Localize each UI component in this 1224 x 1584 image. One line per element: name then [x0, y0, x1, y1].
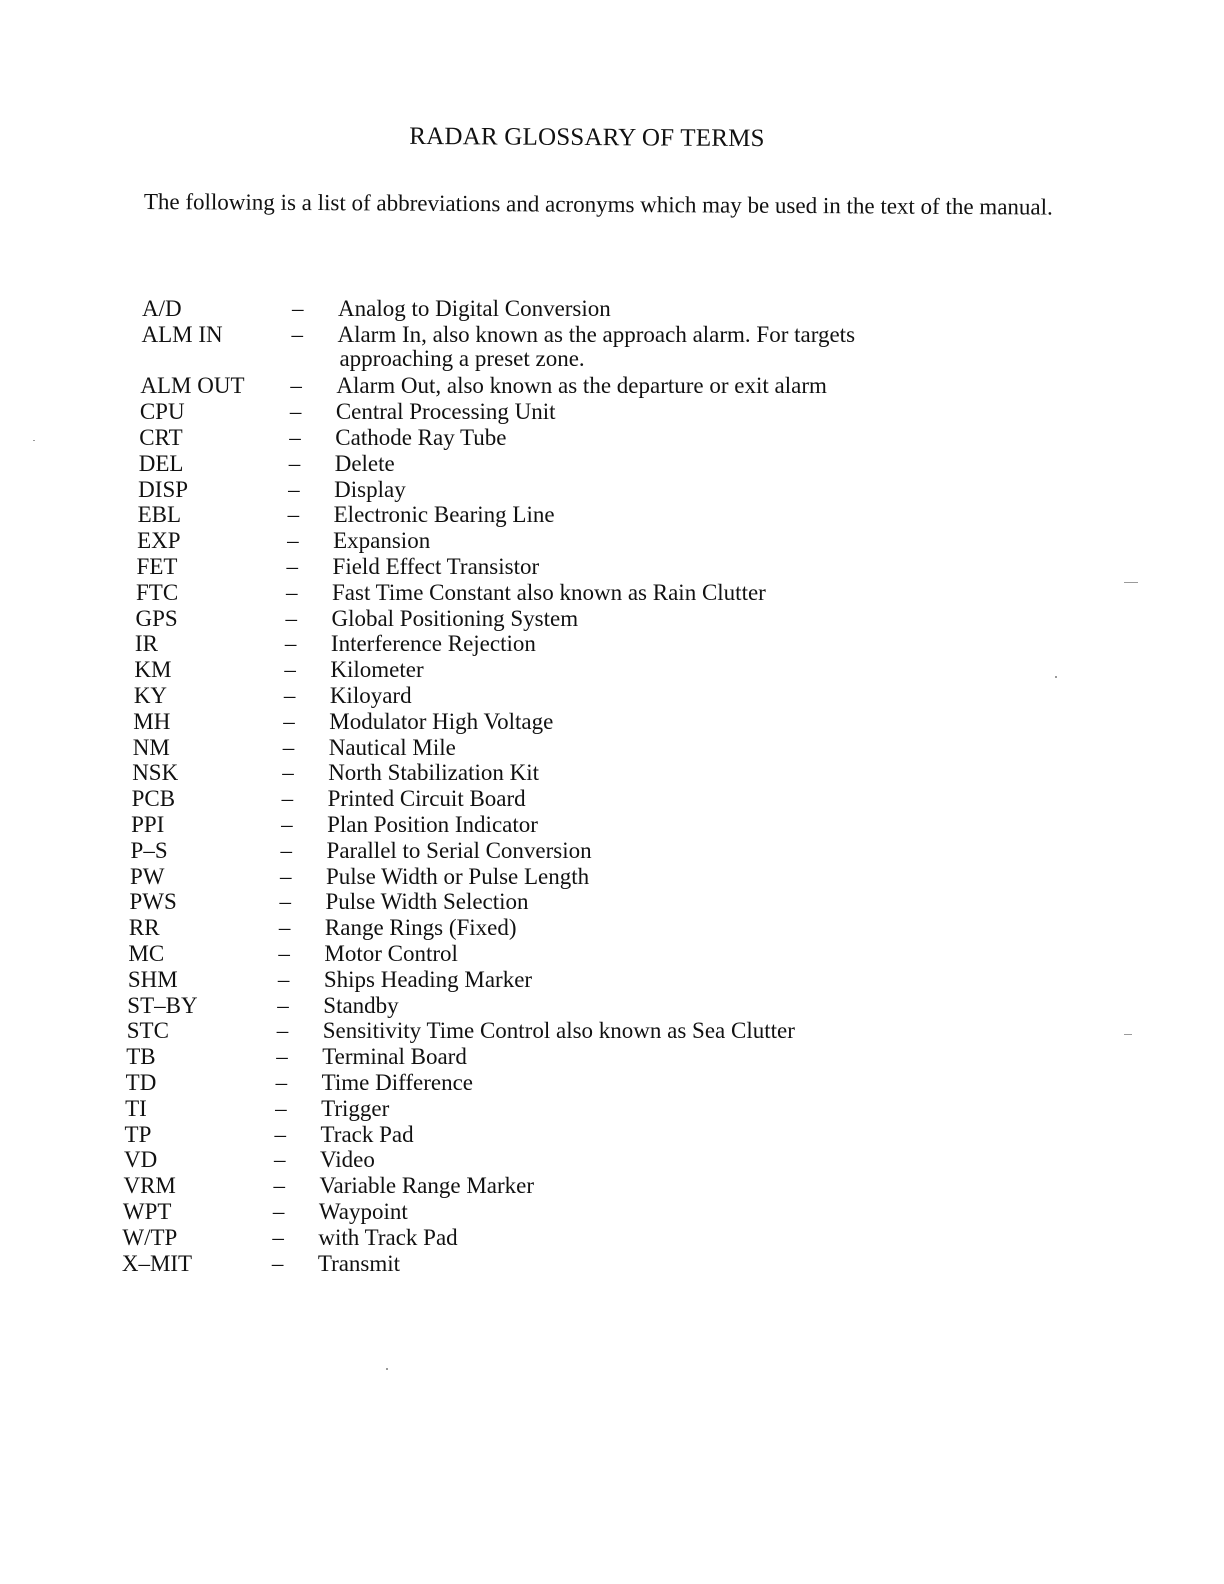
glossary-definition: Pulse Width Selection — [325, 889, 529, 915]
glossary-term: MH — [133, 708, 171, 734]
glossary-definition: Waypoint — [318, 1199, 408, 1224]
glossary-dash: – — [275, 1070, 288, 1095]
glossary-definition: Global Positioning System — [331, 605, 579, 631]
glossary-dash: – — [279, 889, 291, 915]
glossary-definition: Analog to Digital Conversion — [338, 296, 611, 321]
glossary-dash: – — [288, 450, 301, 476]
glossary-definition: Delete — [334, 450, 395, 476]
glossary-term: A/D — [142, 296, 182, 321]
glossary-dash: – — [291, 321, 303, 347]
glossary-dash: – — [287, 502, 300, 528]
glossary-definition: Ships Heading Marker — [323, 966, 533, 992]
glossary-definition: Expansion — [333, 528, 431, 554]
glossary-dash: – — [289, 399, 302, 425]
glossary-dash: – — [283, 708, 295, 734]
glossary-term: DEL — [138, 450, 184, 476]
glossary-definition: Printed Circuit Board — [327, 786, 526, 812]
intro-paragraph: The following is a list of abbreviations and acronyms which may be used in the text of the manual. — [143, 188, 1053, 220]
glossary-dash: – — [286, 579, 298, 605]
glossary-term: VRM — [123, 1173, 176, 1199]
glossary-term: WPT — [122, 1199, 172, 1224]
glossary-dash: – — [272, 1224, 284, 1250]
glossary-term: RR — [128, 915, 160, 941]
glossary-dash: – — [280, 863, 292, 889]
glossary-term: TD — [125, 1070, 157, 1095]
glossary-definition: Kilometer — [330, 657, 424, 683]
glossary-dash: – — [272, 1199, 285, 1224]
glossary-term: P–S — [130, 837, 168, 863]
glossary-term: TP — [124, 1121, 152, 1147]
scan-speck — [1055, 676, 1057, 678]
glossary-term: X–MIT — [121, 1250, 193, 1276]
glossary-definition: Track Pad — [320, 1121, 414, 1147]
glossary-dash: – — [287, 528, 299, 554]
glossary-dash: – — [282, 760, 294, 786]
glossary-term: VD — [124, 1147, 158, 1173]
glossary-dash: – — [275, 1095, 287, 1121]
glossary-term: KY — [133, 683, 168, 708]
glossary-definition: Sensitivity Time Control also known as Sea Clutter — [322, 1018, 795, 1044]
glossary-dash: – — [278, 941, 290, 966]
glossary-definition: with Track Pad — [318, 1224, 458, 1250]
glossary-dash: – — [282, 734, 295, 760]
glossary-dash: – — [274, 1121, 287, 1147]
glossary-term: PW — [130, 863, 165, 889]
glossary-definition: Plan Position Indicator — [327, 812, 538, 837]
glossary-term: EXP — [137, 528, 181, 554]
glossary-definition: Trigger — [321, 1095, 390, 1121]
glossary-term: ALM IN — [141, 321, 223, 347]
glossary-definition: Nautical Mile — [328, 734, 456, 760]
glossary-definition: Field Effect Transistor — [332, 554, 540, 579]
scan-speck — [33, 440, 35, 441]
glossary-dash: – — [290, 373, 302, 399]
glossary-term: CPU — [139, 399, 185, 425]
glossary-term: DISP — [138, 476, 189, 502]
glossary-definition: Parallel to Serial Conversion — [326, 837, 592, 863]
glossary-term: GPS — [135, 605, 178, 631]
glossary-term: SHM — [127, 966, 178, 992]
glossary-term: PWS — [129, 889, 177, 915]
glossary-definition: Electronic Bearing Line — [333, 502, 555, 528]
glossary-definition: Display — [334, 476, 406, 502]
glossary-term: PPI — [131, 812, 165, 837]
glossary-dash: – — [283, 683, 296, 708]
glossary-definition: Motor Control — [324, 941, 458, 966]
glossary-definition: Time Difference — [321, 1070, 474, 1095]
glossary-definition: Video — [320, 1147, 375, 1173]
glossary-dash: – — [284, 657, 296, 683]
glossary-dash: – — [284, 631, 297, 657]
glossary-term: W/TP — [122, 1224, 178, 1250]
glossary-dash: – — [289, 425, 301, 450]
glossary-definition: Pulse Width or Pulse Length — [326, 863, 590, 889]
glossary-definition: Alarm Out, also known as the departure or exit alarm — [336, 373, 827, 399]
glossary-definition: Transmit — [317, 1250, 401, 1276]
glossary-term: TB — [126, 1044, 156, 1070]
glossary-dash: – — [292, 296, 304, 321]
glossary-definition: Fast Time Constant also known as Rain Clutter — [332, 579, 766, 605]
glossary-definition: Interference Rejection — [330, 631, 536, 657]
glossary-definition: Standby — [323, 992, 399, 1018]
glossary-definition: Central Processing Unit — [335, 399, 556, 425]
glossary-dash: – — [286, 554, 299, 579]
glossary-definition: North Stabilization Kit — [328, 760, 539, 786]
glossary-term: PCB — [131, 786, 176, 812]
glossary-term: ST–BY — [127, 992, 198, 1018]
glossary-definition: Modulator High Voltage — [329, 708, 554, 734]
glossary-definition: Range Rings (Fixed) — [324, 915, 517, 941]
glossary-term: MC — [128, 941, 165, 966]
scan-speck — [386, 1368, 388, 1370]
glossary-term: FET — [136, 554, 178, 579]
glossary-dash: – — [277, 966, 290, 992]
glossary-term: IR — [134, 631, 158, 657]
glossary-term: FTC — [136, 579, 179, 605]
glossary-dash: – — [278, 915, 291, 941]
glossary-dash: – — [280, 837, 293, 863]
glossary-dash: – — [277, 992, 289, 1018]
glossary-dash: – — [276, 1044, 288, 1070]
glossary-term: NSK — [132, 760, 179, 786]
scan-speck — [1124, 1034, 1132, 1035]
glossary-term: ALM OUT — [140, 373, 245, 399]
glossary-term: STC — [126, 1018, 169, 1044]
glossary-dash: – — [281, 786, 294, 812]
glossary-dash: – — [281, 812, 293, 837]
glossary-dash: – — [274, 1147, 286, 1173]
glossary-term: NM — [132, 734, 170, 760]
glossary-definition: Alarm In, also known as the approach alarm. For targets — [337, 321, 856, 347]
glossary-dash: – — [288, 476, 300, 502]
glossary-dash: – — [273, 1173, 285, 1199]
glossary-term: TI — [125, 1095, 147, 1121]
glossary-term: CRT — [139, 425, 183, 450]
glossary-definition: Variable Range Marker — [319, 1173, 535, 1199]
glossary-term: KM — [134, 657, 172, 683]
glossary-definition-continued: approaching a preset zone. — [339, 345, 585, 371]
glossary-dash: – — [276, 1018, 289, 1044]
glossary-definition: Cathode Ray Tube — [335, 425, 507, 450]
glossary-definition: Terminal Board — [322, 1044, 467, 1070]
scan-speck — [1124, 582, 1138, 583]
glossary-dash: – — [271, 1250, 284, 1276]
glossary-definition: Kiloyard — [329, 683, 412, 708]
page-title: RADAR GLOSSARY OF TERMS — [409, 122, 765, 153]
glossary-dash: – — [285, 605, 297, 631]
glossary-term: EBL — [137, 502, 182, 528]
